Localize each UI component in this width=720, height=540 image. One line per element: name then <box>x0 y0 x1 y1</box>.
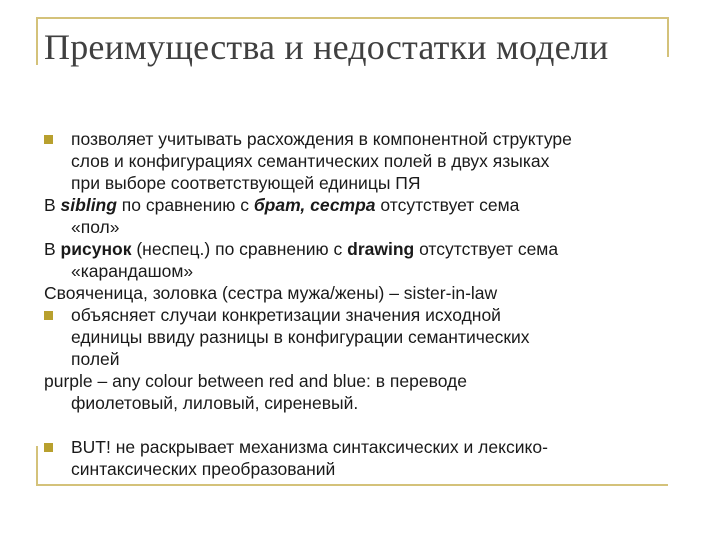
term-emphasis: sibling <box>60 195 117 215</box>
example-drawing <box>44 238 684 282</box>
term-emphasis: рисунок <box>60 239 132 259</box>
left-border-bottom <box>36 446 38 486</box>
term-emphasis: drawing <box>347 239 415 259</box>
square-bullet-icon <box>44 443 53 452</box>
slide-title: Преимущества и недостатки модели <box>44 27 609 67</box>
example-purple <box>44 370 684 414</box>
square-bullet-icon <box>44 135 53 144</box>
text-segment: отсутствует сема <box>414 239 559 259</box>
text-segment: отсутствует сема <box>375 195 520 215</box>
text-line: «карандашом» <box>71 261 194 281</box>
text-line: при выборе соответствующей единицы ПЯ <box>71 173 421 193</box>
top-border <box>36 17 668 19</box>
right-border-top <box>667 17 669 57</box>
slide-body <box>44 128 684 480</box>
text-line: единицы ввиду разницы в конфигурации семантических <box>71 327 530 347</box>
text-line: позволяет учитывать расхождения в компонентной структуре <box>71 129 572 149</box>
bullet-concretization <box>44 304 684 370</box>
spacer <box>44 414 684 436</box>
text-line: фиолетовый, лиловый, сиреневый. <box>71 393 359 413</box>
text-line: объясняет случаи конкретизации значения исходной <box>71 305 501 325</box>
bullet-disadvantage <box>44 436 684 480</box>
example-sibling <box>44 194 684 238</box>
square-bullet-icon <box>44 311 53 320</box>
text-line: полей <box>71 349 120 369</box>
example-sister-in-law: Свояченица, золовка (сестра мужа/жены) – sister-in-law <box>44 283 498 303</box>
text-segment: purple – any colour between red and blue: в переводе <box>44 371 467 391</box>
text-line: синтаксических преобразований <box>71 459 336 479</box>
left-border-top <box>36 17 38 65</box>
bottom-border <box>36 484 668 486</box>
text-line: BUT! не раскрывает механизма синтаксических и лексико- <box>71 437 548 457</box>
text-segment: (неспец.) по сравнению с <box>131 239 348 259</box>
text-line: «пол» <box>71 217 120 237</box>
text-segment: В <box>44 195 61 215</box>
text-line: слов и конфигурациях семантических полей в двух языках <box>71 151 550 171</box>
term-emphasis: брат, сестра <box>253 195 376 215</box>
text-segment: по сравнению с <box>116 195 254 215</box>
text-segment: В <box>44 239 61 259</box>
bullet-advantage <box>44 128 684 194</box>
